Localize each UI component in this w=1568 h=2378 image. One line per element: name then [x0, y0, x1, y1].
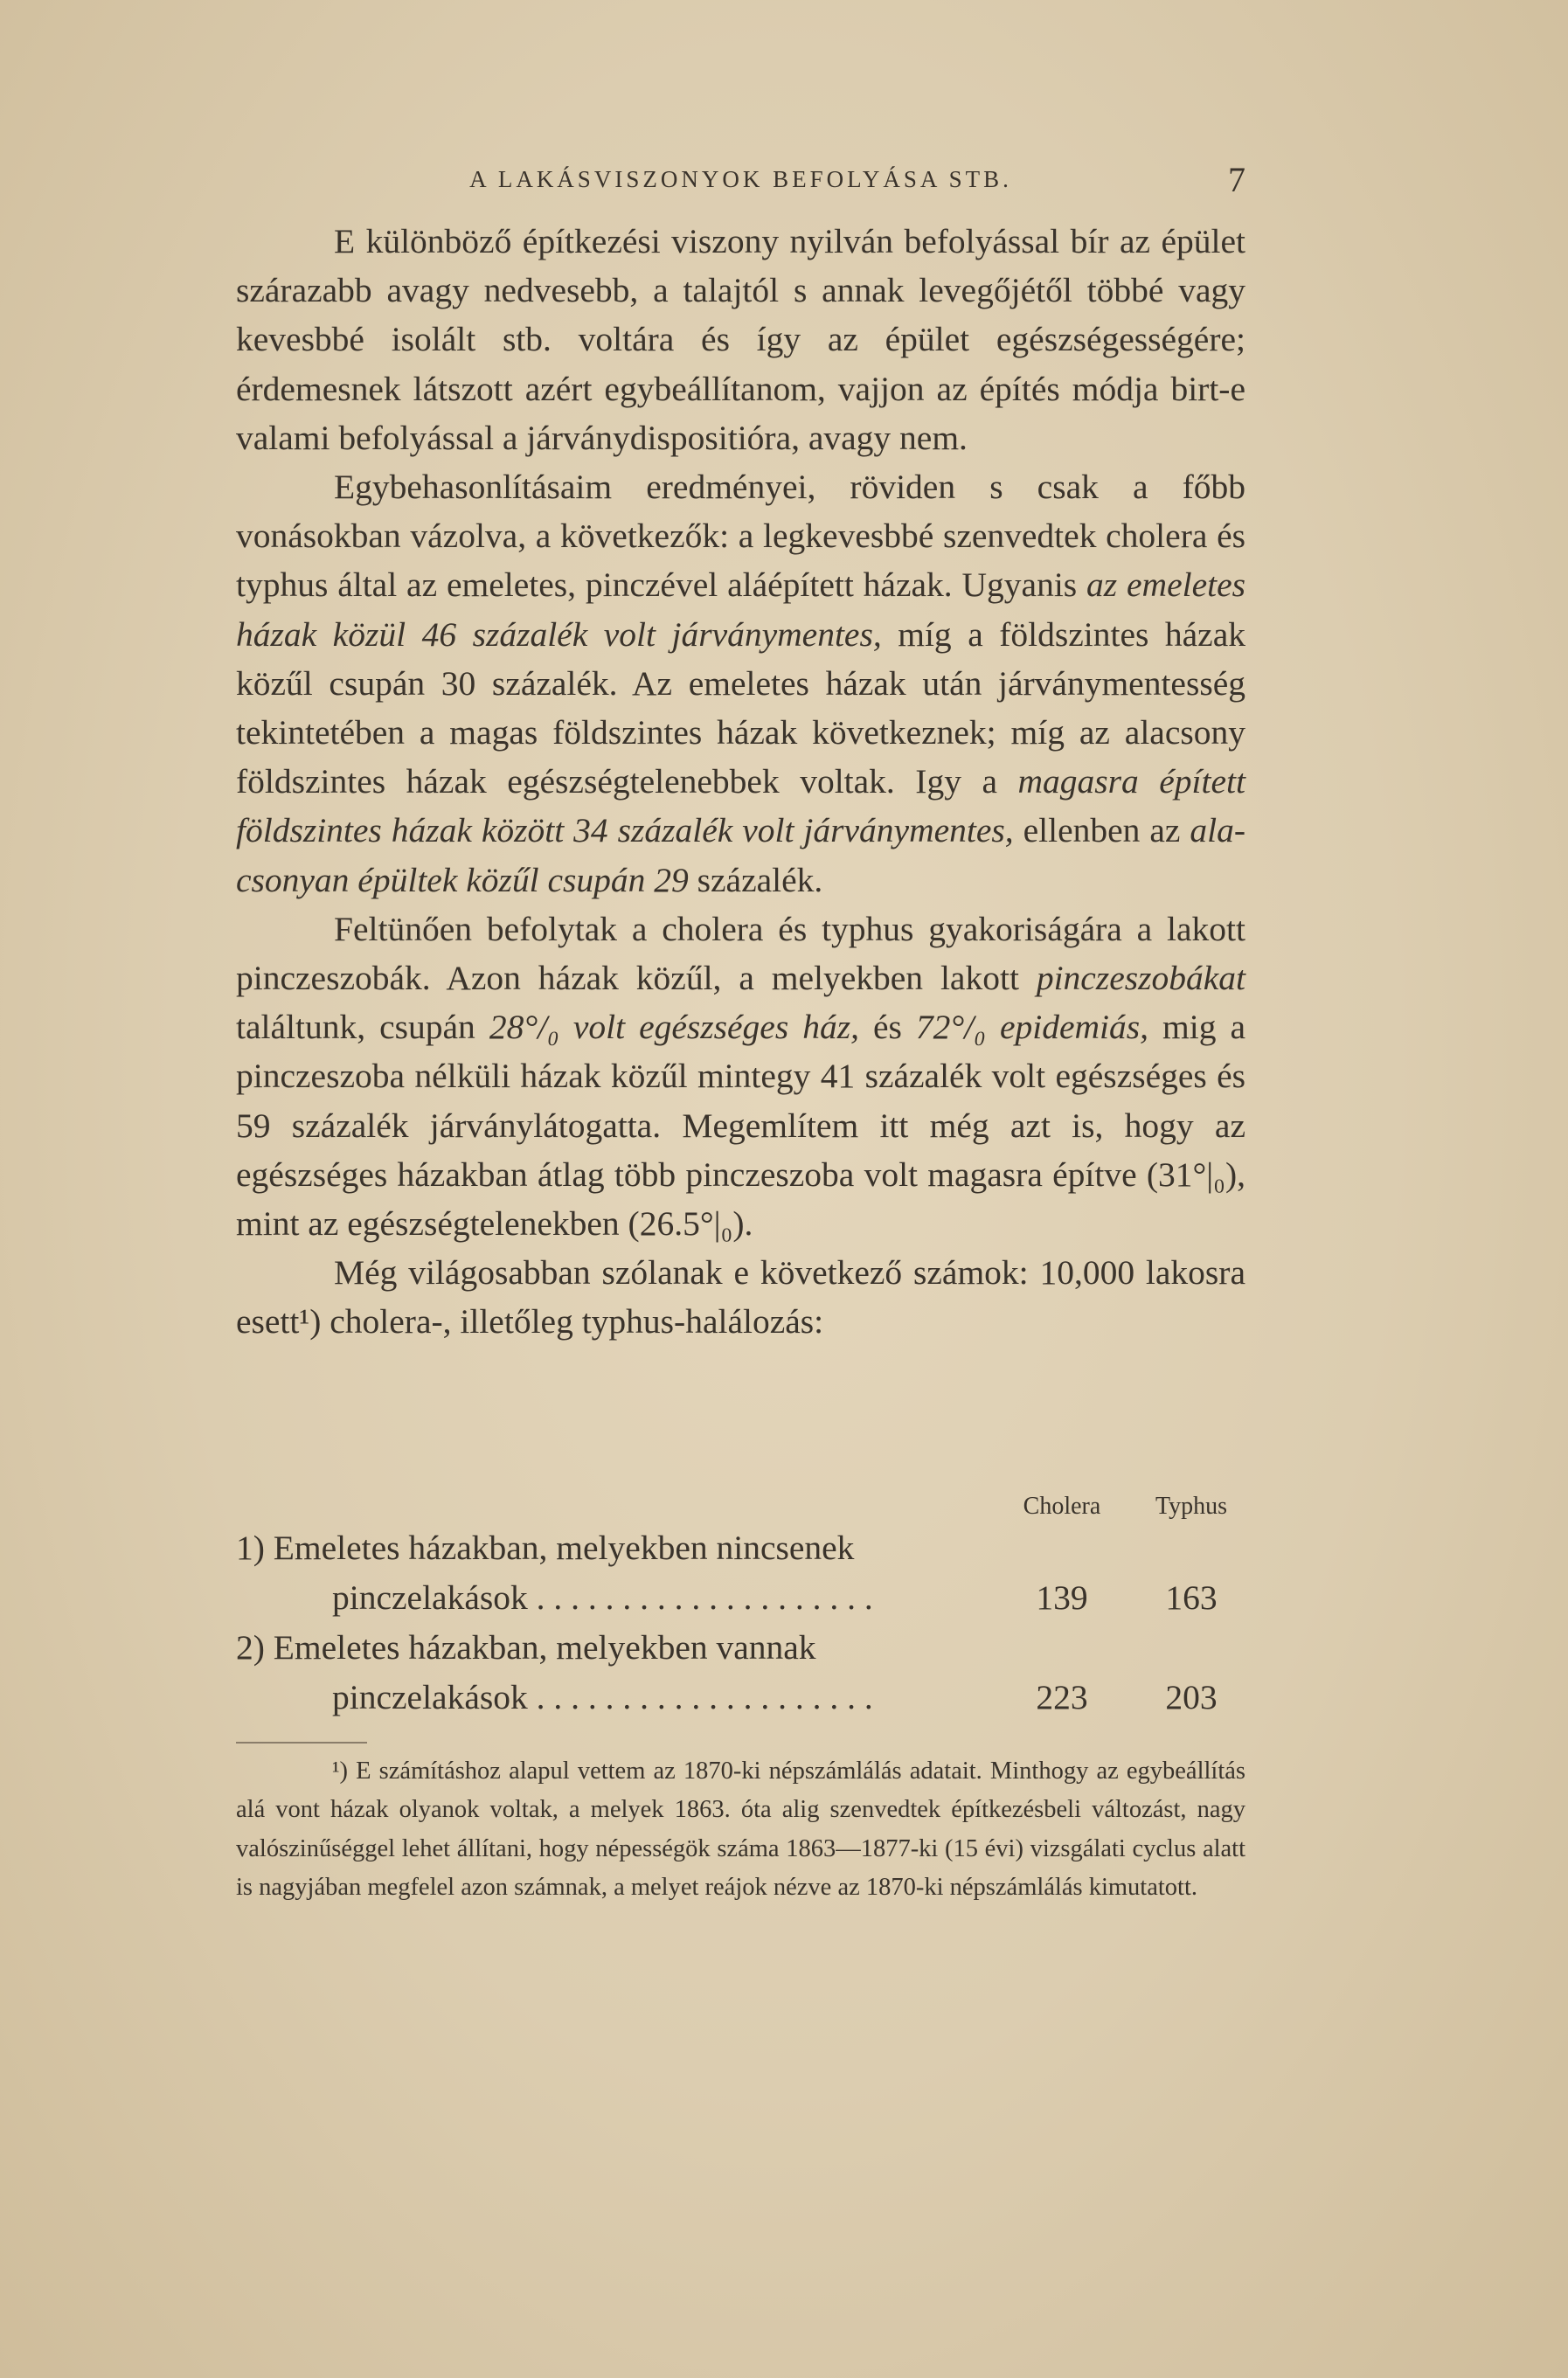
italic-run: magasra épített földszintes házak között 34 százalék volt járványmentes,: [236, 762, 1245, 850]
paragraph-3: [236, 905, 1245, 1248]
running-title: A LAKÁSVISZONYOK BEFOLYÁSA STB.: [469, 166, 1012, 192]
row-label: pinczelakások . . . . . . . . . . . . . . . . . . . .: [332, 1578, 873, 1617]
table-row: [236, 1577, 1245, 1627]
page-header: [236, 159, 1245, 203]
italic-run: 72°/₀ epidemiás,: [915, 1008, 1148, 1047]
table-header: [236, 1486, 1245, 1528]
column-header-typhus: Typhus: [1155, 1493, 1228, 1520]
table-row: [236, 1528, 1245, 1577]
text-run: Egybehasonlításaim eredményei, röviden s csak a főbb vonásokban vázolva, a következők: a legkevesbbé szenvedtek cholera és typhus által az emeletes, pinczével aláépített házak. Ugyanis: [236, 468, 1245, 605]
text-run: Feltünően befolytak a cholera és typhus gyakoriságára a lakott pinczeszobák. Azon házak közűl, a melyekben lakott: [236, 909, 1245, 998]
typhus-value: 163: [1165, 1578, 1218, 1617]
row-label: 1) Emeletes házakban, melyekben nincsenek: [236, 1529, 855, 1567]
italic-run: alacsonyan épültek közűl csupán 29: [236, 811, 1245, 899]
text-run: míg a földszintes házak közűl csupán 30 százalék. Az emeletes házak után járványmentesség tekintetében a magas földszintes házak következnek; míg az alacsony földszintes házak egészségtelenebbek voltak. Igy a: [236, 614, 1245, 801]
paragraph-4: Még világosabban szólanak e következő számok: 10,000 lakosra esett¹) cholera-, illetőleg typhus-halálozás:: [236, 1253, 1245, 1342]
mortality-table: [236, 1486, 1245, 1727]
text-run: és: [858, 1008, 916, 1047]
row-label: 2) Emeletes házakban, melyekben vannak: [236, 1628, 816, 1667]
column-header-cholera: Cholera: [1023, 1493, 1101, 1520]
table-row: [236, 1627, 1245, 1677]
italic-run: pinczeszobákat: [1036, 959, 1245, 998]
body-text: [236, 217, 1245, 1347]
page-number: 7: [1228, 160, 1245, 199]
table-row: [236, 1677, 1245, 1727]
typhus-value: 203: [1165, 1678, 1218, 1716]
cholera-value: 223: [1036, 1678, 1088, 1716]
text-run: ellenben az: [1013, 811, 1190, 850]
footnote-text: ¹) E számításhoz alapul vettem az 1870-ki népszámlálás adatait. Minthogy az egybeállítás alá vont házak olyanok voltak, a melyek 1863. óta alig szenvedtek építkezésbeli változást, nagy valószinűséggel lehet állítani, hogy népességök száma 1863—1877-ki (15 évi) vizsgálati cyclus alatt is nagyjában megfelel azon számnak, a melyet reájok nézve az 1870-ki népszámlálás kimutatott.: [236, 1758, 1245, 1901]
italic-run: az emeletes házak közül 46 százalék volt járványmentes,: [236, 565, 1245, 654]
row-label: pinczelakások . . . . . . . . . . . . . . . . . . . .: [332, 1678, 873, 1716]
text-run: mig a pinczeszoba nélküli házak közűl mintegy 41 százalék volt egészséges és 59 százalék járványlátogatta. Megemlítem itt még azt is, hogy az egészséges házakban átlag több pinczeszoba volt magasra építve (31°|₀), mint az egészségtelenekben (26.5°|₀).: [236, 1008, 1245, 1244]
footnote: [236, 1752, 1245, 1907]
italic-run: 28°/₀ volt egészséges ház,: [489, 1008, 859, 1047]
paragraph-1: E különböző építkezési viszony nyilván befolyással bír az épület szárazabb avagy nedvesebb, a talajtól s annak levegőjétől többé vagy kevesbbé isolált stb. voltára és így az épület egészségességére; érdemesnek látszott azért egybeállítanom, vajjon az építés módja birt-e valami befolyással a járványdispositióra, avagy nem.: [236, 222, 1245, 457]
text-run: találtunk, csupán: [236, 1008, 489, 1047]
footnote-divider: [236, 1742, 367, 1744]
text-run: százalék.: [688, 860, 823, 899]
paragraph-2: [236, 462, 1245, 905]
cholera-value: 139: [1036, 1578, 1088, 1617]
